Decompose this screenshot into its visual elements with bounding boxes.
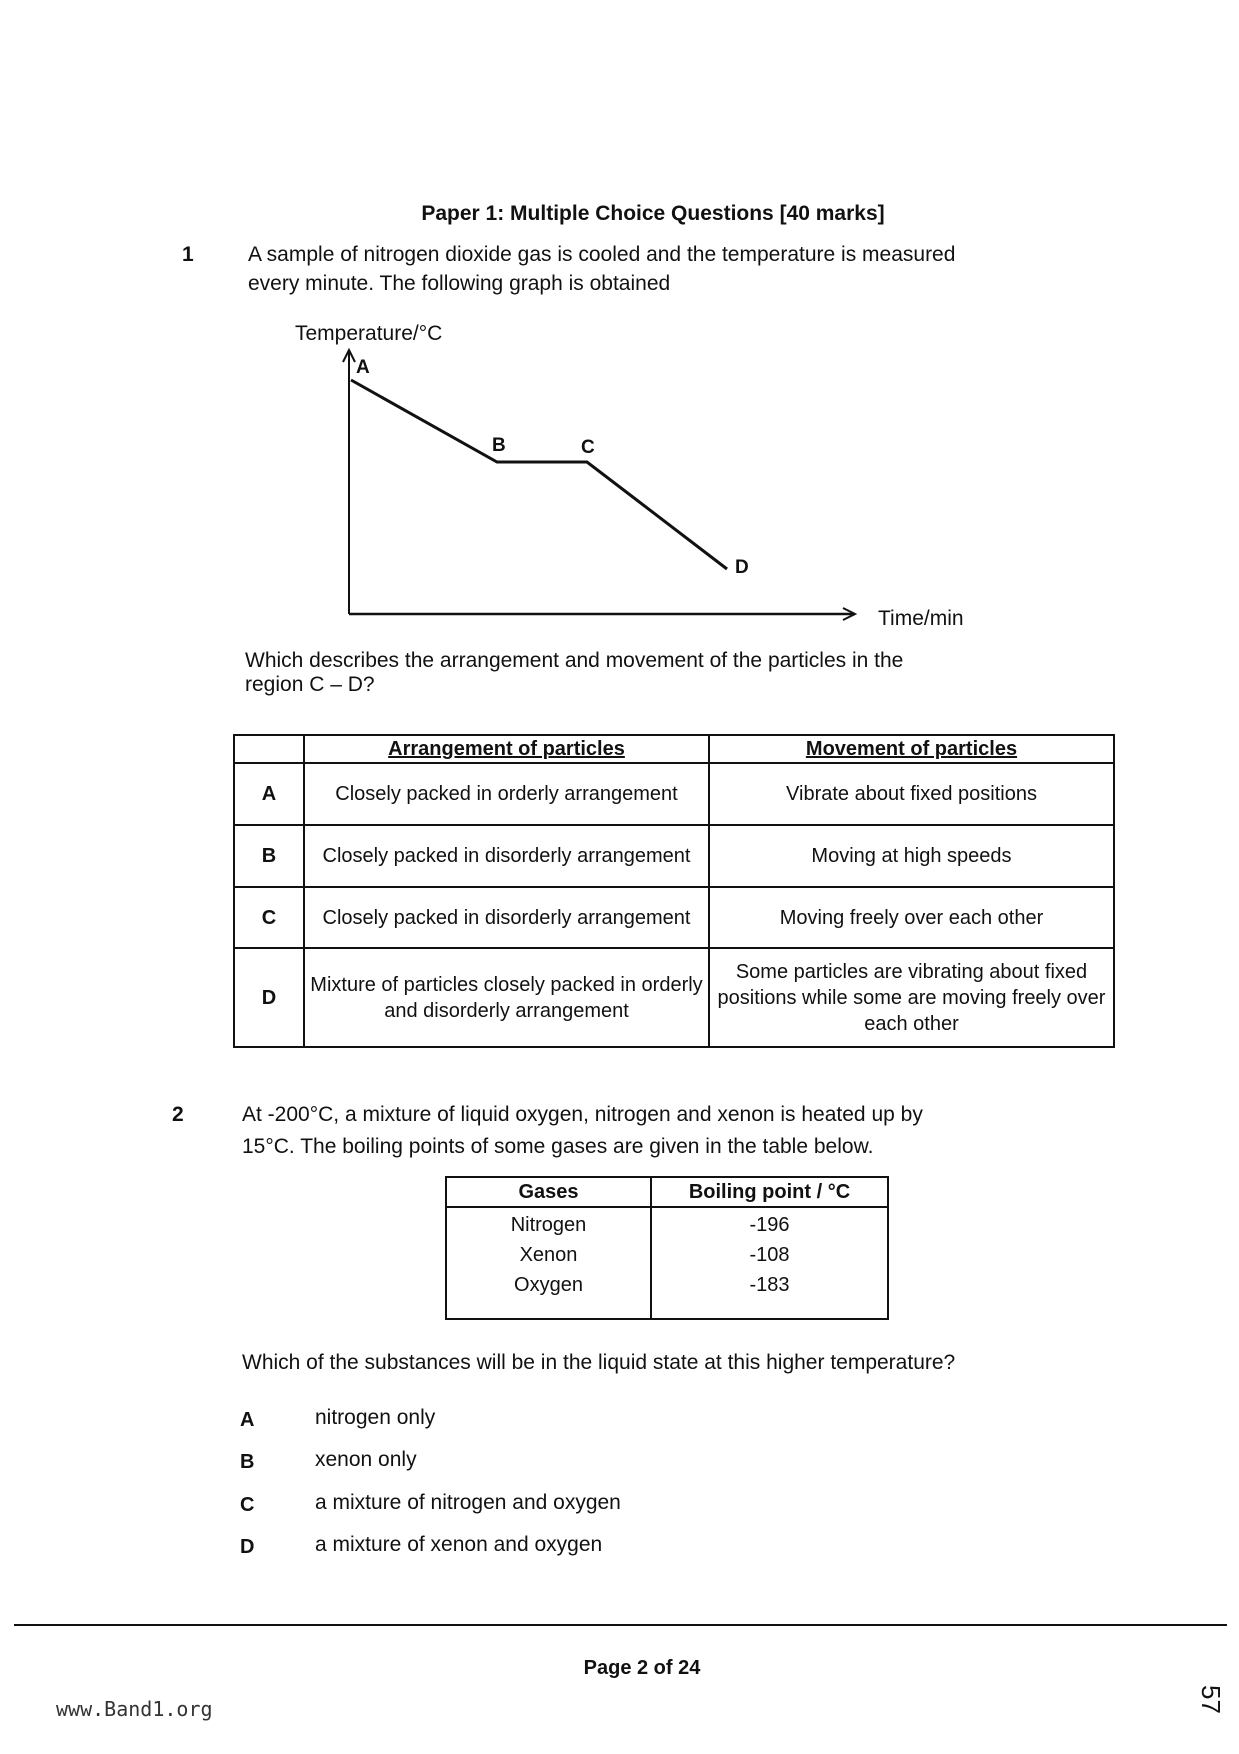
gas-name: Oxygen: [446, 1268, 651, 1319]
question-2-text-line2: 15°C. The boiling points of some gases are given in the table below.: [242, 1135, 874, 1158]
boiling-point: -196: [651, 1207, 888, 1238]
table-row: [446, 1207, 888, 1238]
boiling-points-table: [445, 1176, 889, 1320]
question-1-prompt-line1: Which describes the arrangement and movement of the particles in the: [245, 649, 904, 672]
point-c-label: C: [581, 437, 595, 458]
option-letter: D: [234, 948, 304, 1047]
question-2-text-line1: At -200°C, a mixture of liquid oxygen, nitrogen and xenon is heated up by: [242, 1103, 923, 1126]
table-row: [234, 825, 1114, 887]
table-header-arrangement: Arrangement of particles: [304, 735, 709, 763]
table-row: [234, 763, 1114, 825]
option-b-text: xenon only: [315, 1448, 417, 1471]
option-a-text: nitrogen only: [315, 1406, 436, 1429]
page-number: Page 2 of 24: [583, 1657, 701, 1679]
table-header-row: [446, 1177, 888, 1207]
question-2-prompt: Which of the substances will be in the liquid state at this higher temperature?: [242, 1351, 956, 1374]
table-header-gases: Gases: [446, 1177, 651, 1207]
option-letter: C: [234, 887, 304, 948]
boiling-point: -183: [651, 1268, 888, 1319]
cooling-curve-graph: [0, 0, 1239, 700]
particles-table: [233, 734, 1115, 1048]
option-a-letter: A: [240, 1409, 255, 1431]
movement-cell: Some particles are vibrating about fixed positions while some are moving freely over each other: [709, 948, 1114, 1047]
option-letter: A: [234, 763, 304, 825]
website-watermark: www.Band1.org: [56, 1697, 213, 1721]
cooling-curve-line: [351, 380, 727, 569]
graph-y-axis-label: Temperature/°C: [295, 322, 443, 345]
gas-name: Nitrogen: [446, 1207, 651, 1238]
footer-divider: [14, 1624, 1227, 1626]
question-1-number: 1: [182, 243, 194, 266]
question-1-text-line1: A sample of nitrogen dioxide gas is cooled and the temperature is measured: [248, 243, 956, 266]
question-1-text-line2: every minute. The following graph is obtained: [248, 272, 671, 295]
option-c-letter: C: [240, 1494, 255, 1516]
movement-cell: Moving freely over each other: [709, 887, 1114, 948]
movement-cell: Vibrate about fixed positions: [709, 763, 1114, 825]
table-row: [446, 1238, 888, 1268]
table-header-option: [234, 735, 304, 763]
arrangement-cell: Closely packed in disorderly arrangement: [304, 825, 709, 887]
option-b-letter: B: [240, 1451, 255, 1473]
point-a-label: A: [356, 357, 370, 378]
option-letter: B: [234, 825, 304, 887]
question-2-number: 2: [172, 1103, 184, 1126]
arrangement-cell: Closely packed in disorderly arrangement: [304, 887, 709, 948]
table-row: [234, 887, 1114, 948]
graph-x-axis-label: Time/min: [878, 607, 964, 630]
gas-name: Xenon: [446, 1238, 651, 1268]
arrangement-cell: Mixture of particles closely packed in orderly and disorderly arrangement: [304, 948, 709, 1047]
side-page-number: 57: [1195, 1685, 1226, 1714]
table-row: [446, 1268, 888, 1319]
option-c-text: a mixture of nitrogen and oxygen: [315, 1491, 621, 1514]
point-d-label: D: [735, 557, 749, 578]
paper-title: Paper 1: Multiple Choice Questions [40 marks]: [421, 202, 885, 225]
option-d-text: a mixture of xenon and oxygen: [315, 1533, 603, 1556]
table-row: [234, 948, 1114, 1047]
point-b-label: B: [492, 435, 506, 456]
table-header-movement: Movement of particles: [709, 735, 1114, 763]
option-d-letter: D: [240, 1536, 255, 1558]
arrangement-cell: Closely packed in orderly arrangement: [304, 763, 709, 825]
question-1-prompt-line2: region C – D?: [245, 673, 375, 696]
movement-cell: Moving at high speeds: [709, 825, 1114, 887]
table-header-row: [234, 735, 1114, 763]
boiling-point: -108: [651, 1238, 888, 1268]
table-header-boiling-point: Boiling point / °C: [651, 1177, 888, 1207]
